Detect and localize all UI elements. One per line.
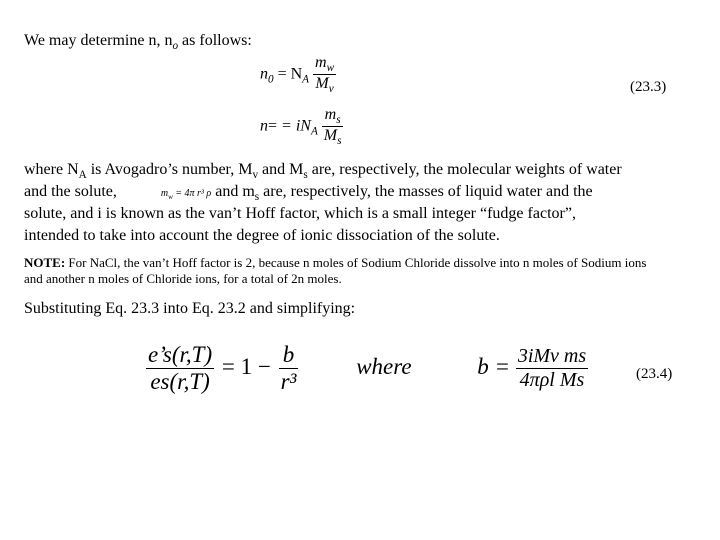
eq3-b-fraction: $\frac{b}{\text{r³}}$ bbox=[280, 342, 297, 394]
inline-mass-equation: $m_w = 4\pi$ r³ ρ bbox=[160, 188, 212, 201]
eq3-left-fraction: $\frac{e’s(r,T)}{es(r,T)}$ bbox=[148, 342, 213, 394]
intro-text: We may determine n, $n_o$ as follows: bbox=[24, 32, 252, 53]
equation-number-23-4: (23.4) bbox=[636, 366, 673, 382]
equation-n: $n= = iN_A$ $\frac{m_s}{M_s}$ bbox=[260, 106, 342, 148]
note-label: NOTE: bbox=[24, 255, 66, 270]
equation-23-4: $\frac{e’s(r,T)}{es(r,T)}$ = 1 − $\frac{b}{\text{r³}}$ where b = $\frac{\text{3iMv ms}}{\text{4πρl Ms}}$ bbox=[148, 342, 587, 394]
equation-number-23-3: (23.3) bbox=[630, 79, 667, 95]
eq1-fraction: $\frac{m_w}{M_v}$ bbox=[315, 54, 335, 96]
eq2-fraction: $\frac{m_s}{M_s}$ bbox=[323, 106, 342, 148]
paragraph-line-3: solute, and i is known as the van’t Hoff factor, which is a small integer “fudge factor”, bbox=[24, 205, 576, 222]
note-line-1: NOTE: For NaCl, the van’t Hoff factor is 2, because n moles of Sodium Chloride dissolve into n moles of Sodium ions bbox=[24, 255, 647, 270]
note-line-2: and another n moles of Chloride ions, for a total of 2n moles. bbox=[24, 271, 342, 286]
substituting-text: Substituting Eq. 23.3 into Eq. 23.2 and simplifying: bbox=[24, 300, 356, 317]
equation-23-3: $n_0 = N_A$ $\frac{m_w}{M_v}$ bbox=[260, 54, 335, 96]
paragraph-line-1: where $N_A$ is Avogadro’s number, $M_v$ and $M_s$ are, respectively, the molecular weights of water bbox=[24, 161, 622, 182]
paragraph-line-2: and the solute, $m_w = 4\pi$ r³ ρ and $m_s$ are, respectively, the masses of liquid water and the bbox=[24, 183, 593, 204]
paragraph-line-4: intended to take into account the degree of ionic dissociation of the solute. bbox=[24, 227, 500, 244]
eq3-right-fraction: $\frac{\text{3iMv ms}}{\text{4πρl Ms}}$ bbox=[517, 345, 587, 391]
